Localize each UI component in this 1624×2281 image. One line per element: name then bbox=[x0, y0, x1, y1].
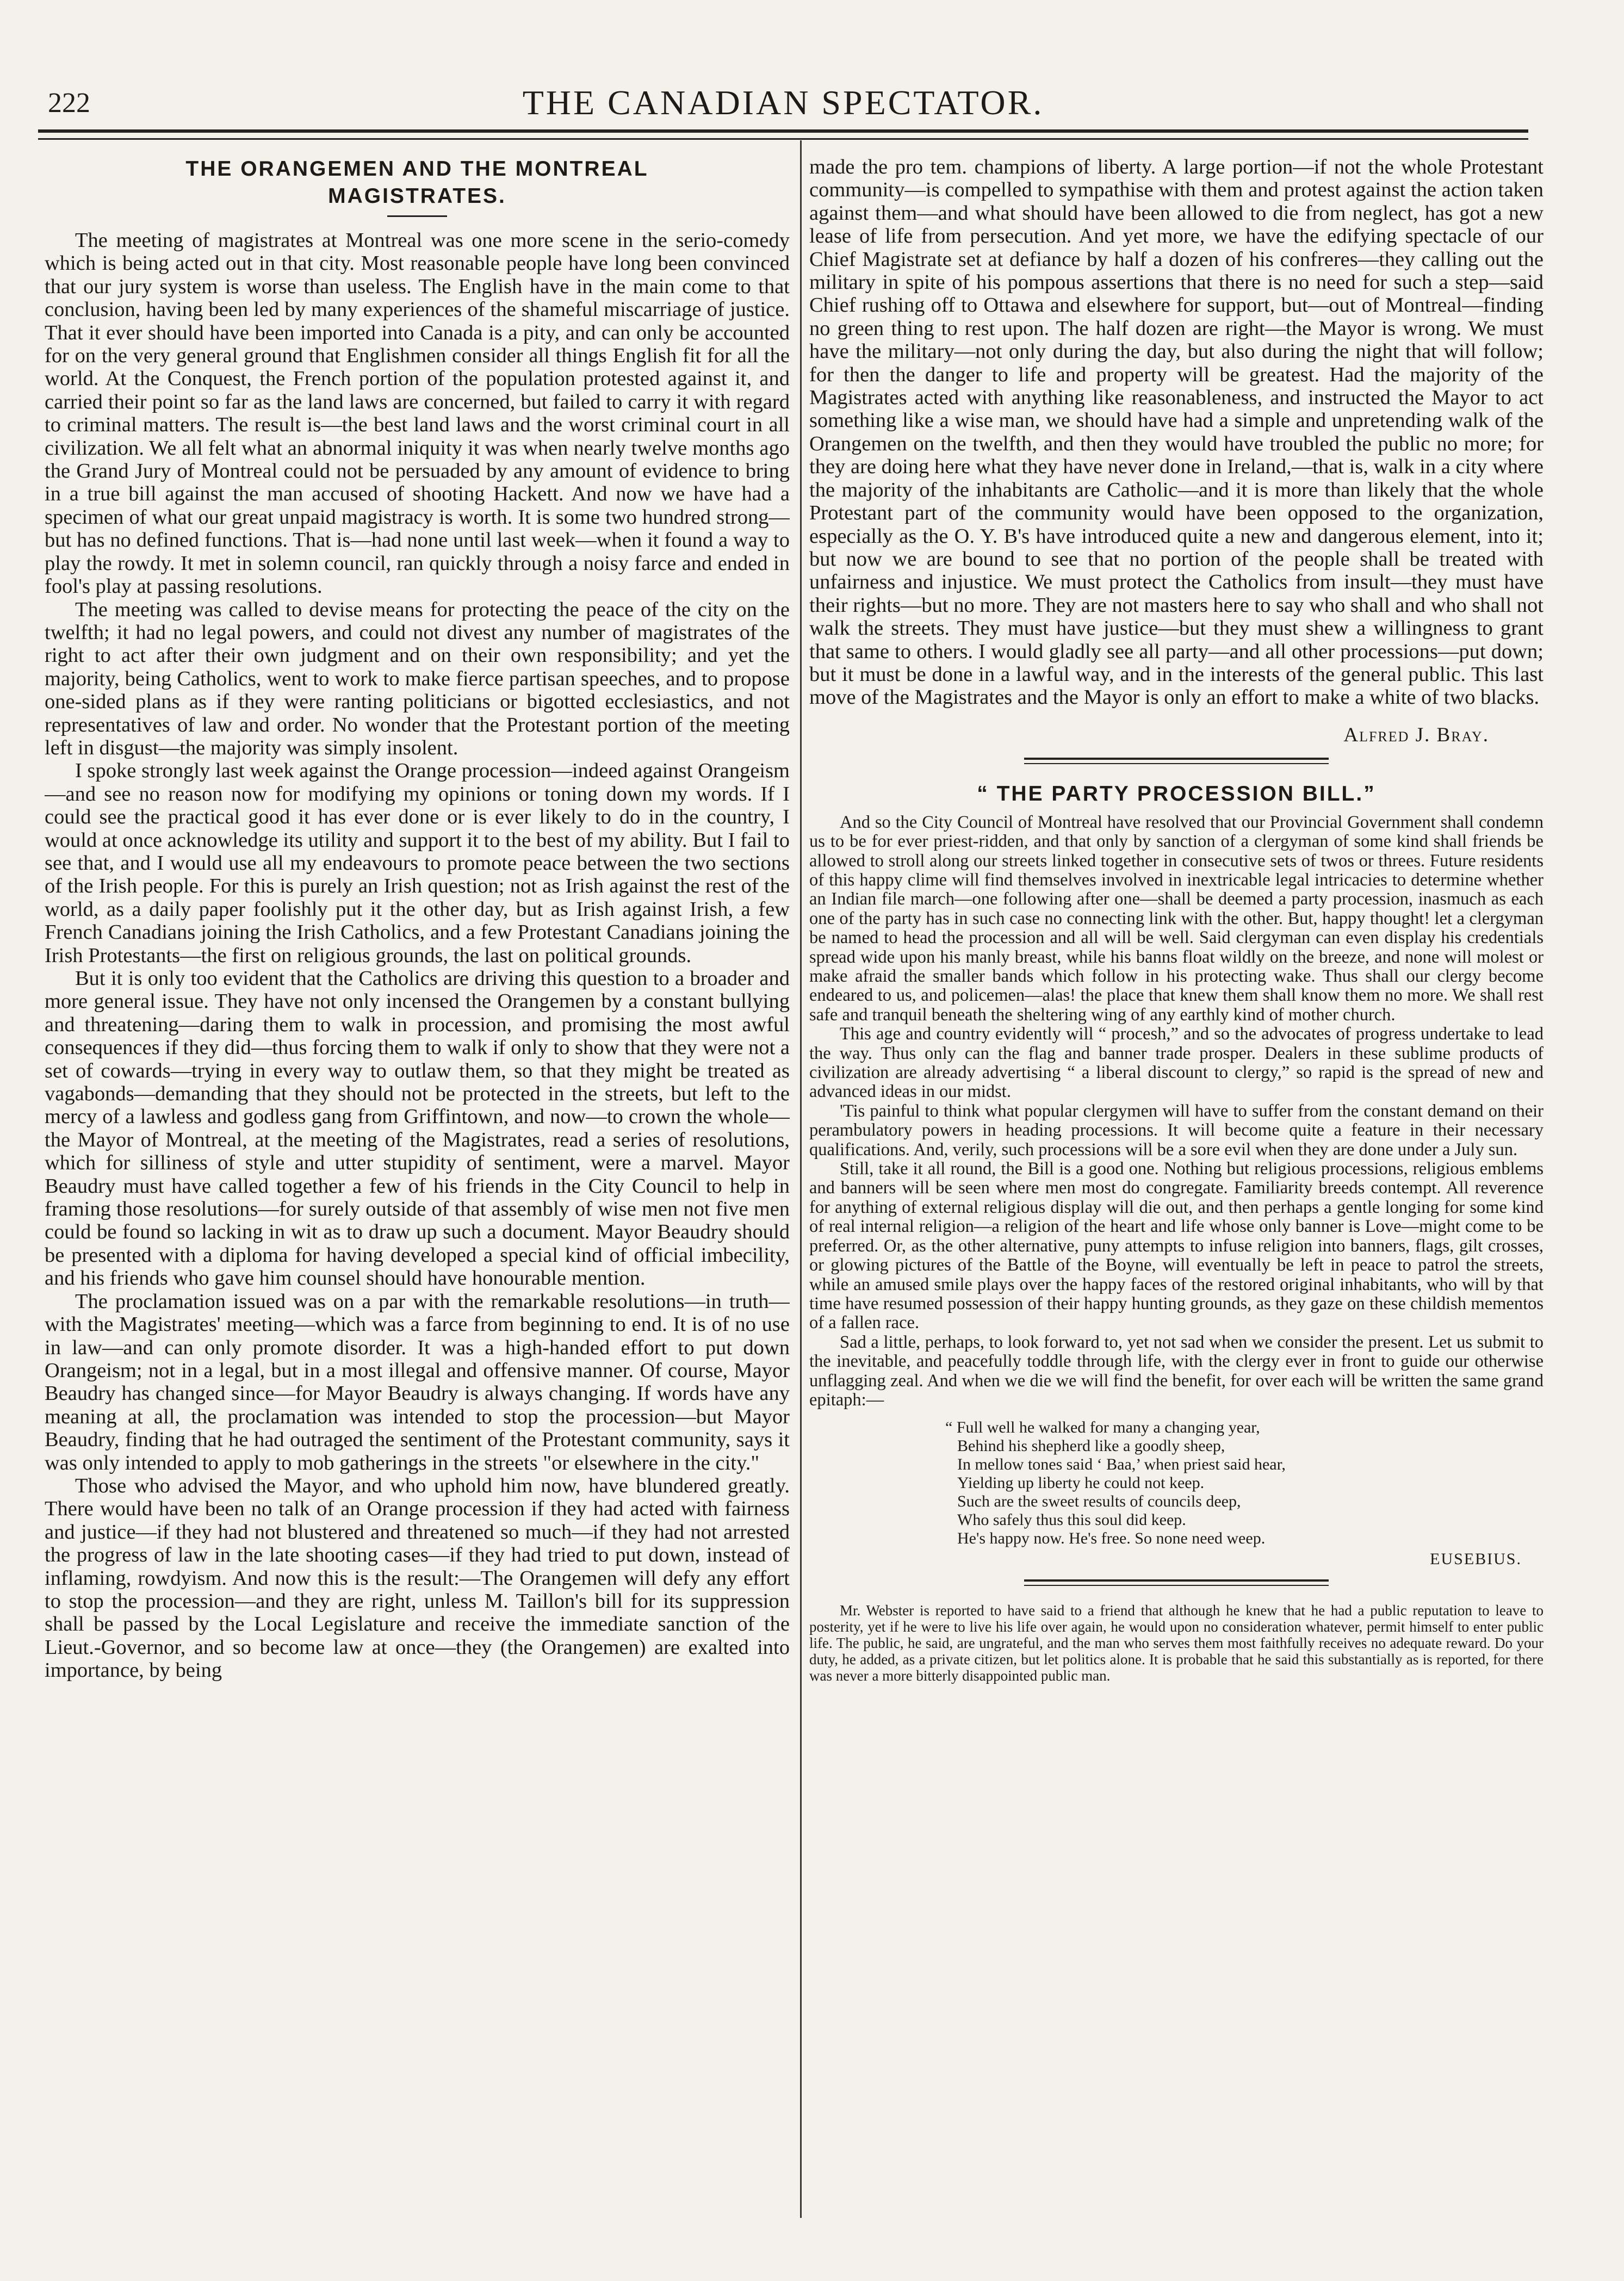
verse-line: Who safely thus this soul did keep. bbox=[957, 1511, 1186, 1529]
article-paragraph: The meeting of magistrates at Montreal was one more scene in the serio-comedy which is being acted out in that city. Most reasonable people have long been convinced that our jury system is worse than useless. The English have in the main come to that conclusion, having been led by many experiences of the shameful miscarriage of justice. That it ever should have been imported into Canada is a pity, and can only be accounted for on the very general ground that Englishmen consider all things English fit for all the world. At the Conquest, the French portion of the population protested against it, and carried their point so far as the land laws are concerned, but failed to carry it with regard to criminal matters. The result is—the best land laws and the worst criminal court in all civilization. We all felt what an abnormal iniquity it was when nearly twelve months ago the Grand Jury of Montreal could not be persuaded by any amount of evidence to bring in a true bill against the man accused of shooting Hackett. And now we have had a specimen of what our great unpaid magistracy is worth. It is some two hundred strong—but has no defined functions. That is—had none until last week—when it found a way to play the rowdy. It met in solemn council, ran quickly through a noisy farce and ended in fool's play at passing resolutions. bbox=[45, 229, 790, 598]
journal-title: THE CANADIAN SPECTATOR. bbox=[522, 83, 1044, 122]
section-rule bbox=[1024, 758, 1329, 764]
right-column bbox=[809, 156, 1544, 2217]
article-paragraph-continued: made the pro tem. champions of liberty. A large portion—if not the whole Protestant community—is compelled to sympathise with them and protest against the action taken against them—and what should have been allowed to die from neglect, has got a new lease of life from persecution. And yet more, we have the edifying spectacle of our Chief Magistrate set at defiance by half a dozen of his confreres—they calling out the military in spite of his pompous assertions that there is no need for such a step—said Chief rushing off to Ottawa and elsewhere for support, but—out of Montreal—finding no green thing to rest upon. The half dozen are right—the Mayor is wrong. We must have the military—not only during the day, but also during the night that will follow; for then the danger to life and property will be greatest. Had the majority of the Magistrates acted with anything like reasonableness, and instructed the Mayor to act something like a wise man, we should have had a simple and unpretending walk of the Orangemen on the twelfth, and then they would have troubled the public no more; for they are doing here what they have never done in Ireland,—that is, walk in a city where the majority of the inhabitants are Catholic—and it is more than likely that the whole Protestant part of the community would have been opposed to the organization, especially as the O. Y. B's have introduced quite a new and dangerous element, into it; but now we are bound to see that no portion of the people shall be treated with unfairness and injustice. We must protect the Catholics from insult—they must have their rights—but no more. They are not masters here to say who shall and who shall not walk the streets. They must have justice—but they must shew a willingness to grant that same to others. I would gladly see all party—and all other processions—put down; but it must be done in a lawful way, and in the interests of the general public. This last move of the Magistrates and the Mayor is only an effort to make a white of two blacks. bbox=[809, 156, 1544, 709]
verse-line: He's happy now. He's free. So none need weep. bbox=[957, 1529, 1266, 1548]
section-rule bbox=[1024, 1579, 1329, 1586]
article-title: “ THE PARTY PROCESSION BILL.” bbox=[977, 782, 1376, 805]
verse-line: “ Full well he walked for many a changing year, bbox=[945, 1418, 1260, 1437]
title-rule bbox=[387, 215, 447, 217]
epitaph-verse bbox=[945, 1418, 1544, 1548]
article-webster-note bbox=[809, 1602, 1544, 1684]
article-paragraph: Still, take it all round, the Bill is a good one. Nothing but religious processions, religious emblems and banners will be seen where men most do congregate. Familiarity breeds contempt. All reverence for anything of external religious display will die out, and then perhaps a gentle longing for some kind of real internal religion—a religion of the heart and life whose only banner is Love—might come to be preferred. Or, as the other alternative, puny attempts to infuse religion into banners, flags, gilt crosses, or glowing pictures of the Battle of the Boyne, will eventually be left in peace to patrol the streets, while an amused smile plays over the happy faces of the restored original inhabitants, who will by that time have resumed possession of their happy hunting grounds, as they gaze on these childish mementos of a fallen race. bbox=[809, 1159, 1544, 1333]
article-paragraph: I spoke strongly last week against the Orange procession—indeed against Orangeism—and see no reason now for modifying my opinions or toning down my words. If I could see the practical good it has ever done or is ever likely to do in the country, I would at once acknowledge its utility and support it to the best of my ability. But I fail to see that, and I would use all my endeavours to promote peace between the two sections of the Irish people. For this is purely an Irish question; not as Irish against the rest of the world, as a daily paper foolishly put it the other day, but as Irish against Irish, a few French Canadians joining the Irish Catholics, and a few Protestant Canadians joining the Irish Protestants—the first on religious grounds, the last on political grounds. bbox=[45, 759, 790, 967]
author-signature: EUSEBIUS. bbox=[1430, 1550, 1522, 1569]
verse-line: In mellow tones said ‘ Baa,’ when priest said hear, bbox=[957, 1455, 1286, 1474]
article-paragraph: Mr. Webster is reported to have said to a friend that although he knew that he had a public reputation to leave to posterity, yet if he were to live his life over again, he would upon no consideration whatever, permit himself to enter public life. The public, he said, are ungrateful, and the man who serves them most faithfully receives no adequate reward. Do your duty, he added, as a private citizen, but let politics alone. It is probable that he said this substantially as is reported, for there was never a more bitterly disappointed public man. bbox=[809, 1602, 1544, 1684]
column-divider bbox=[800, 140, 802, 2218]
article-paragraph: 'Tis painful to think what popular clergymen will have to suffer from the constant demand on their perambulatory powers in heading processions. It will become quite a feature in their necessary qualifications. And, verily, such processions will be a sore evil when they are done under a July sun. bbox=[809, 1101, 1544, 1160]
article-paragraph: The meeting was called to devise means for protecting the peace of the city on the twelfth; it had no legal powers, and could not divest any number of magistrates of the right to act after their own judgment and on their own responsibility; and yet the majority, being Catholics, went to work to make fierce partisan speeches, and to propose one-sided plans as if they were ranting politicians or bigotted ecclesiastics, and not representatives of law and order. No wonder that the Protestant portion of the meeting left in disgust—the majority was simply insolent. bbox=[45, 598, 790, 759]
article-paragraph: Those who advised the Mayor, and who uphold him now, have blundered greatly. There would have been no talk of an Orange procession if they had acted with fairness and justice—if they had not blustered and threatened so much—if they had not arrested the progress of law in the late shooting cases—if they had tried to put down, instead of inflaming, rowdyism. And now this is the result:—The Orangemen will defy any effort to stop the procession—and they are right, unless M. Taillon's bill for its suppression shall be passed by the Local Legislature and receive the immediate sanction of the Lieut.-Governor, and so become law at once—they (the Orangemen) are exalted into importance, by being bbox=[45, 1474, 790, 1682]
page-number: 222 bbox=[48, 88, 90, 119]
header-rule bbox=[38, 129, 1528, 140]
author-signature: Alfred J. Bray. bbox=[1343, 723, 1489, 746]
verse-line: Such are the sweet results of councils deep, bbox=[957, 1492, 1241, 1511]
article-paragraph: Sad a little, perhaps, to look forward to, yet not sad when we consider the present. Let us submit to the inevitable, and peacefully toddle through life, with the clergy ever in front to guide our otherwise unflagging zeal. And when we die we will find the benefit, for over each will be written the same grand epitaph:— bbox=[809, 1332, 1544, 1410]
article-title: THE ORANGEMEN AND THE MONTREAL MAGISTRATES. bbox=[185, 157, 649, 208]
article-paragraph: And so the City Council of Montreal have resolved that our Provincial Government shall condemn us to be for ever priest-ridden, and that only by sanction of a clergyman of some kind shall friends be allowed to stroll along our streets linked together in consecutive sets of twos or threes. Future residents of this happy clime will find themselves involved in inextricable legal intricacies to determine whether an Indian file march—one following after one—shall be deemed a party procession, inasmuch as each one of the party has in such case no connecting link with the other. But, happy thought! let a clergyman be named to head the procession and all will be well. Said clergyman can even display his credentials spread wide upon his manly breast, while his banns float wildly on the breeze, and none will molest or make afraid the smaller bands which follow in his protecting wake. Thus shall our clergy become endeared to us, and policemen—alas! the place that knew them shall know them no more. We shall rest safe and tranquil beneath the sheltering wing of any earthly kind of mother church. bbox=[809, 812, 1544, 1025]
verse-line: Yielding up liberty he could not keep. bbox=[957, 1474, 1205, 1492]
verse-line: Behind his shepherd like a goodly sheep, bbox=[957, 1437, 1225, 1455]
page-header bbox=[38, 76, 1528, 136]
article-procession-bill bbox=[809, 780, 1544, 1569]
left-column bbox=[45, 156, 790, 2217]
article-paragraph: The proclamation issued was on a par with the remarkable resolutions—in truth—with the Magistrates' meeting—which was a farce from beginning to end. It is of no use in law—and can only promote disorder. It was a high-handed effort to put down Orangeism; not in a legal, but in a most illegal and offensive manner. Of course, Mayor Beaudry has changed since—for Mayor Beaudry is always changing. If words have any meaning at all, the proclamation was intended to stop the procession—but Mayor Beaudry, finding that he had outraged the sentiment of the Protestant community, says it was only intended to apply to mob gatherings in the streets "or elsewhere in the city." bbox=[45, 1290, 790, 1474]
article-paragraph: But it is only too evident that the Catholics are driving this question to a broader and more general issue. They have not only incensed the Orangemen by a constant bullying and threatening—daring them to walk in procession, and promising the most awful consequences if they did—thus forcing them to walk if only to show that they were not a set of cowards—trying in every way to outlaw them, so that they might be treated as vagabonds—demanding that they should not be protected in the streets, but left to the mercy of a lawless and godless gang from Griffintown, and now—to crown the whole—the Mayor of Montreal, at the meeting of the Magistrates, read a series of resolutions, which for silliness of style and utter stupidity of sentiment, were a marvel. Mayor Beaudry must have called together a few of his friends in the City Council to help in framing those resolutions—for surely outside of that assembly of wise men not five men could be found so lacking in wit as to draw up such a document. Mayor Beaudry should be presented with a diploma for having developed a special kind of official imbecility, and his friends who gave him counsel should have honourable mention. bbox=[45, 967, 790, 1290]
article-paragraph: This age and country evidently will “ procesh,” and so the advocates of progress undertake to lead the way. Thus only can the flag and banner trade prosper. Dealers in these sublime products of civilization are already advertising “ a liberal discount to clergy,” so rapid is the spread of new and advanced ideas in our midst. bbox=[809, 1024, 1544, 1102]
